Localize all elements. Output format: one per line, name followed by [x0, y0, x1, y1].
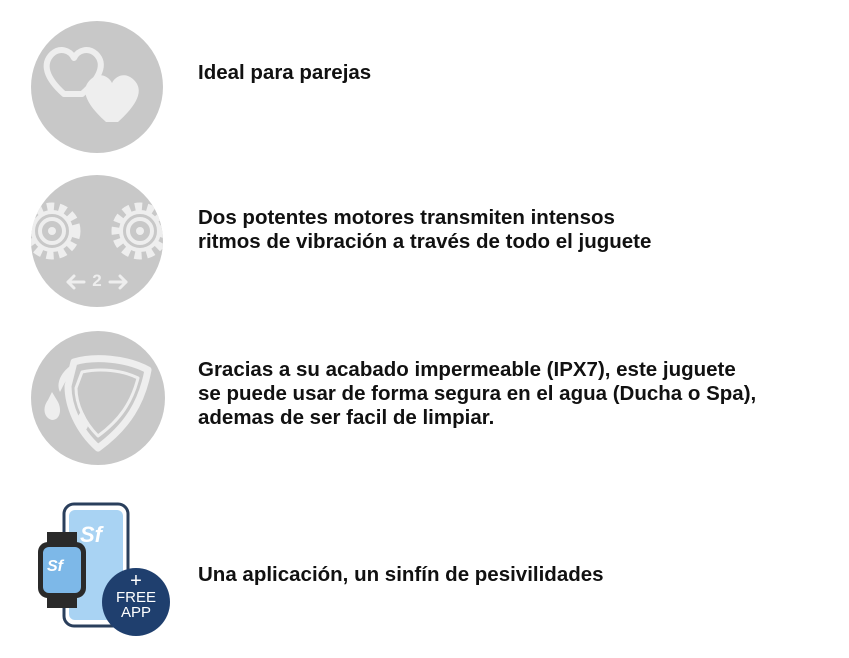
feature-couples — [0, 0, 849, 160]
free-label: FREE — [115, 589, 156, 606]
feature-text — [198, 358, 756, 430]
feature-dual-motors — [0, 160, 849, 310]
feature-line: se puede usar de forma segura en el agua (Ducha o Spa), — [198, 382, 757, 405]
feature-text — [198, 61, 371, 85]
waterproof-shield-icon — [30, 330, 166, 466]
feature-text — [198, 563, 604, 587]
feature-text — [198, 206, 651, 254]
app-label: APP — [120, 604, 151, 621]
dual-motor-gears-icon — [30, 174, 164, 308]
feature-waterproof — [0, 310, 849, 480]
hearts-icon — [30, 20, 164, 154]
feature-line: Una aplicación, un sinfín de pesivilidades — [198, 563, 604, 586]
feature-line: Gracias a su acabado impermeable (IPX7), este juguete — [198, 358, 736, 381]
feature-line: Ideal para parejas — [198, 61, 372, 84]
feature-line: Dos potentes motores transmiten intensos — [198, 206, 615, 229]
motor-count-label: 2 — [92, 271, 102, 290]
app-logo-phone: Sf — [80, 522, 102, 547]
app-devices-icon — [34, 502, 184, 636]
plus-icon: + — [130, 570, 142, 592]
feature-app — [0, 480, 849, 658]
feature-line: ademas de ser facil de limpiar. — [198, 406, 495, 429]
free-app-badge — [102, 572, 170, 620]
app-logo-watch: Sf — [47, 558, 63, 575]
feature-line: ritmos de vibración a través de todo el juguete — [198, 230, 652, 253]
